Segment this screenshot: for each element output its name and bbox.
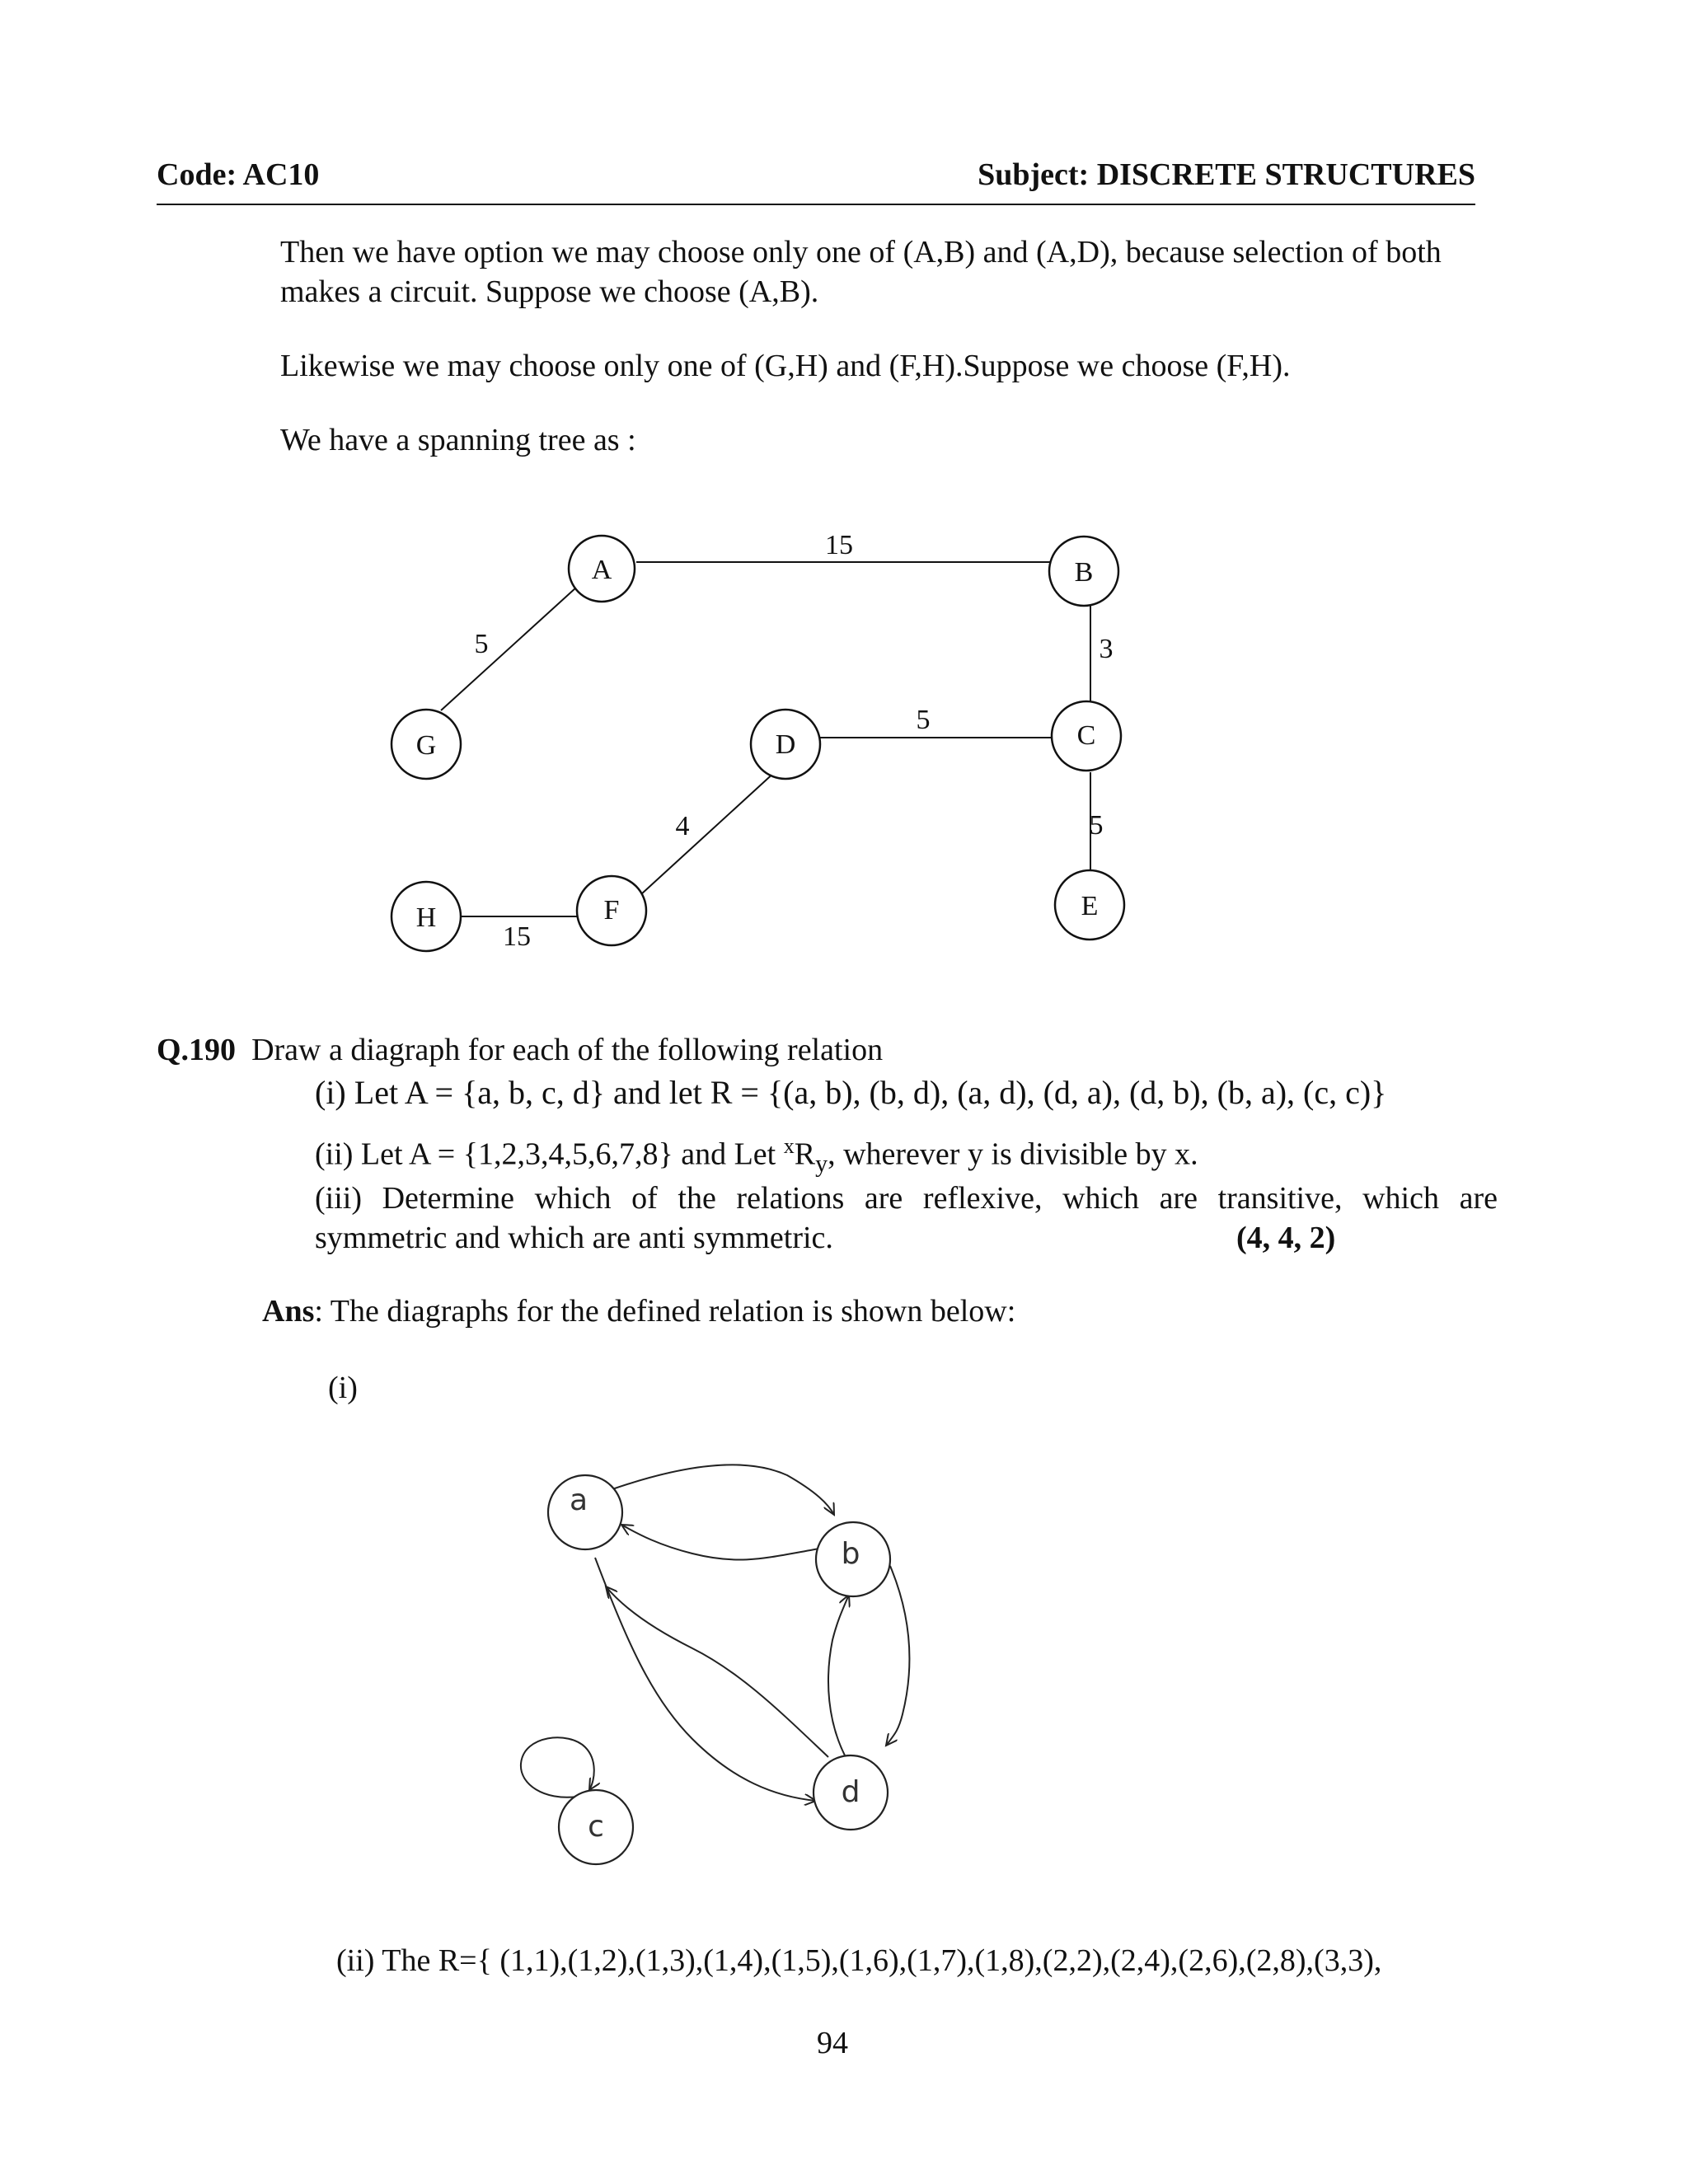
intro-paragraph-1-line-2: makes a circuit. Suppose we choose (A,B). (280, 274, 819, 309)
question-part-2 (315, 1127, 1198, 1183)
arc-b-d (886, 1566, 909, 1746)
digraph-node-b-label: b (841, 1537, 860, 1571)
arc-d-a (606, 1586, 828, 1757)
question-number: Q.190 (157, 1033, 237, 1067)
edge-d-f (641, 771, 776, 894)
relation-x: x (783, 1134, 795, 1158)
relation-r: R (794, 1137, 816, 1172)
arc-a-d (595, 1558, 816, 1801)
node-a-label: A (591, 555, 612, 585)
edge-a-g-weight: 5 (474, 629, 489, 659)
node-d-label: D (775, 729, 796, 760)
node-g-label: G (415, 730, 437, 761)
node-b-label: B (1074, 557, 1094, 588)
node-f-label: F (603, 895, 620, 926)
question-marks: (4, 4, 2) (1236, 1221, 1336, 1255)
edge-c-e-weight: 5 (1089, 810, 1104, 841)
question-part-3-line-1: (iii) Determine which of the relations are reflexive, which are transitive, which are (315, 1181, 1498, 1216)
arc-a-b (610, 1465, 834, 1515)
digraph-node-d-label: d (841, 1775, 860, 1809)
arc-c-c (521, 1737, 594, 1797)
question-part-2-suffix: , wherever y is divisible by x. (828, 1137, 1198, 1172)
edge-d-c-weight: 5 (916, 705, 931, 735)
edge-b-c-weight: 3 (1099, 634, 1114, 664)
edge-h-f-weight: 15 (503, 921, 531, 952)
relation-y: y (815, 1150, 828, 1178)
question-title: Draw a diagraph for each of the following relation (251, 1033, 884, 1067)
question-part-1: (i) Let A = {a, b, c, d} and let R = {(a, b), (b, d), (a, d), (d, a), (d, b), (b, a), (c, c)} (315, 1074, 1387, 1111)
arc-b-a (621, 1525, 824, 1560)
edge-d-f-weight: 4 (675, 811, 690, 841)
node-c-label: C (1076, 720, 1096, 751)
node-e-label: E (1081, 891, 1099, 921)
question-part-2-text: (ii) Let A = {1,2,3,4,5,6,7,8} and Let (315, 1137, 776, 1172)
answer-intro (262, 1291, 1015, 1331)
question-heading (157, 1030, 883, 1070)
header-subject: Subject: DISCRETE STRUCTURES (978, 157, 1475, 192)
intro-paragraph-1-line-1: Then we have option we may choose only one of (A,B) and (A,D), because selection of both (280, 235, 1442, 269)
header-code: Code: AC10 (157, 157, 320, 192)
digraph-node-a-label: a (569, 1483, 588, 1517)
answer-part-ii-line: (ii) The R={ (1,1),(1,2),(1,3),(1,4),(1,5),(1,6),(1,7),(1,8),(2,2),(2,4),(2,6),(2,8),(3,3), (336, 1943, 1382, 1978)
intro-paragraph-2: Likewise we may choose only one of (G,H) and (F,H).Suppose we choose (F,H). (280, 349, 1291, 383)
intro-paragraph-3: We have a spanning tree as : (280, 423, 636, 457)
answer-sub-i: (i) (328, 1371, 358, 1405)
question-part-3-line-2: symmetric and which are anti symmetric. (315, 1221, 833, 1255)
answer-text: : The diagraphs for the defined relation is shown below: (314, 1294, 1016, 1329)
arc-d-b (828, 1595, 849, 1755)
answer-label: Ans (262, 1294, 315, 1329)
digraph-node-c-label: c (588, 1810, 604, 1844)
spanning-tree-figure (0, 0, 1688, 989)
edge-a-g (441, 587, 577, 710)
node-h-label: H (415, 902, 437, 933)
digraph-figure (0, 1401, 1688, 1879)
edge-a-b-weight: 15 (825, 530, 853, 560)
page-number: 94 (817, 2026, 848, 2060)
